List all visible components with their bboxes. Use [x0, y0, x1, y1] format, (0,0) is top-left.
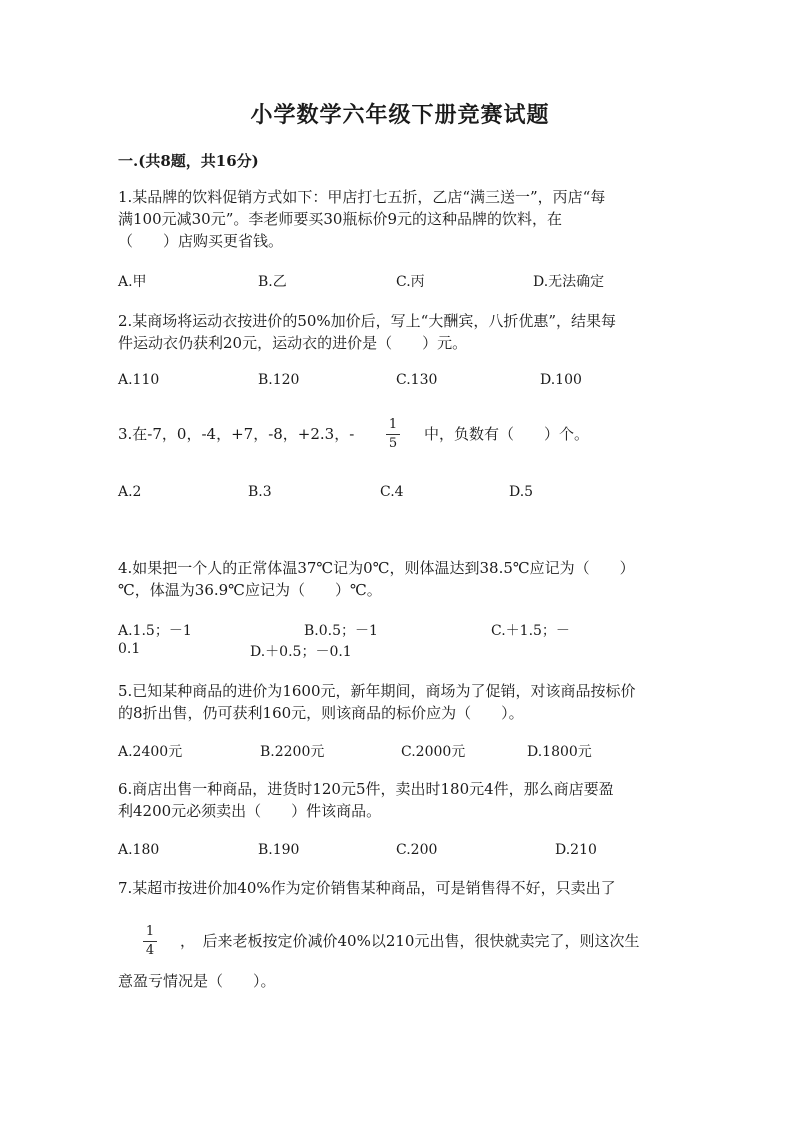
question-1-option-a[interactable]: A.甲	[118, 274, 147, 290]
question-1-option-d[interactable]: D.无法确定	[533, 274, 605, 290]
question-4-option-c-continued: 0.1	[118, 641, 141, 657]
question-6-option-a[interactable]: A.180	[118, 842, 160, 858]
question-1-line-1: 1.某品牌的饮料促销方式如下：甲店打七五折，乙店“满三送一”，丙店“每	[118, 188, 606, 206]
question-5-option-c[interactable]: C.2000元	[401, 744, 466, 760]
question-4-option-b[interactable]: B.0.5；－1	[304, 623, 378, 639]
question-6-line-2: 利4200元必须卖出（ ）件该商品。	[118, 802, 382, 820]
question-5-option-d[interactable]: D.1800元	[527, 744, 592, 760]
question-4-option-c[interactable]: C.＋1.5；－	[491, 623, 570, 639]
page-title: 小学数学六年级下册竞赛试题	[250, 102, 550, 128]
question-2-line-2: 件运动衣仍获利20元，运动衣的进价是（ ）元。	[118, 334, 468, 352]
question-2-option-d[interactable]: D.100	[540, 372, 582, 388]
question-3-option-a[interactable]: A.2	[118, 484, 142, 500]
question-5-line-1: 5.已知某种商品的进价为1600元，新年期间，商场为了促销，对该商品按标价	[118, 682, 636, 700]
question-4-option-d[interactable]: D.＋0.5；－0.1	[250, 644, 352, 660]
question-4-line-2: ℃，体温为36.9℃应记为（ ）℃。	[118, 581, 382, 599]
fraction-bar	[386, 434, 400, 435]
fraction-bar	[143, 941, 157, 942]
question-5-option-b[interactable]: B.2200元	[260, 744, 325, 760]
fraction-denominator: 5	[388, 436, 398, 451]
question-6-line-1: 6.商店出售一种商品，进货时120元5件，卖出时180元4件，那么商店要盈	[118, 780, 614, 798]
fraction-numerator: 1	[145, 924, 155, 939]
question-4-line-1: 4.如果把一个人的正常体温37℃记为0℃，则体温达到38.5℃应记为（ ）	[118, 559, 635, 577]
question-1-option-b[interactable]: B.乙	[258, 274, 287, 290]
section-heading: 一.(共8题，共16分)	[118, 152, 259, 170]
question-7-line-1: 7.某超市按进价加40%作为定价销售某种商品，可是销售得不好，只卖出了	[118, 879, 616, 897]
question-2-option-a[interactable]: A.110	[118, 372, 160, 388]
question-6-option-d[interactable]: D.210	[555, 842, 597, 858]
question-1-option-c[interactable]: C.丙	[396, 274, 425, 290]
question-2-option-c[interactable]: C.130	[396, 372, 438, 388]
question-6-option-b[interactable]: B.190	[258, 842, 300, 858]
question-1-line-3: （ ）店购买更省钱。	[118, 232, 284, 250]
question-2-option-b[interactable]: B.120	[258, 372, 300, 388]
question-3-fraction	[386, 417, 400, 452]
question-3-option-d[interactable]: D.5	[509, 484, 534, 500]
question-5-line-2: 的8折出售，仍可获利160元，则该商品的标价应为（ ）。	[118, 704, 524, 722]
question-2-line-1: 2.某商场将运动衣按进价的50%加价后，写上“大酬宾，八折优惠”，结果每	[118, 312, 616, 330]
question-7-line-3: 意盈亏情况是（ ）。	[118, 972, 276, 990]
question-5-option-a[interactable]: A.2400元	[118, 744, 183, 760]
question-7-fraction	[143, 924, 157, 959]
question-7-line-2: ， 后来老板按定价减价40%以210元出售，很快就卖完了，则这次生	[180, 932, 640, 950]
fraction-numerator: 1	[388, 417, 398, 432]
fraction-denominator: 4	[145, 943, 155, 958]
question-3-option-b[interactable]: B.3	[248, 484, 272, 500]
question-3-option-c[interactable]: C.4	[380, 484, 404, 500]
question-3-text-after-fraction: 中，负数有（ ）个。	[424, 425, 590, 443]
question-6-option-c[interactable]: C.200	[396, 842, 438, 858]
question-1-line-2: 满100元减30元”。李老师要买30瓶标价9元的这种品牌的饮料，在	[118, 210, 563, 228]
question-3-text-before-fraction: 3.在-7，0，-4，+7，-8，+2.3，-	[118, 425, 355, 443]
question-4-option-a[interactable]: A.1.5；－1	[118, 623, 192, 639]
